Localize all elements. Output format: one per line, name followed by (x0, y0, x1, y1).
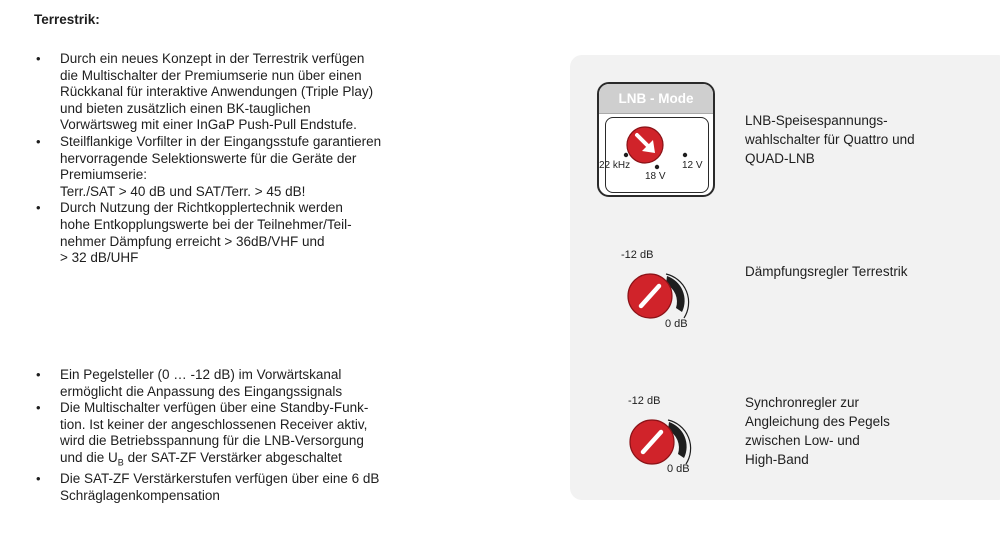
knob1-max-label: 0 dB (665, 318, 688, 330)
list-item: • Durch ein neues Konzept in der Terrestrik verfügen die Multischalter der Premiumserie nun über einen Rückkanal für interaktive Anwendungen (Triple Play) und bieten zusätzlich einen BK-tauglichen Vorwärtsweg mit einer InGaP Push-Pull Endstufe. (34, 51, 504, 134)
lnb-label-12v: 12 V (682, 160, 703, 171)
list-item: • Ein Pegelsteller (0 … -12 dB) im Vorwärtskanal ermöglicht die Anpassung des Eingangssignals (34, 367, 504, 400)
lnb-mode-title: LNB - Mode (599, 84, 713, 114)
knob2-description: Synchronregler zur Angleichung des Pegels zwischen Low- und High-Band (745, 395, 890, 467)
feature-list-1 (34, 51, 504, 267)
knob2-max-label: 0 dB (667, 463, 690, 475)
knob1-description: Dämpfungsregler Terrestrik (745, 264, 908, 279)
knob2-min-label: -12 dB (628, 395, 661, 407)
list-item: • Durch Nutzung der Richtkopplertechnik werden hohe Entkopplungswerte bei der Teilnehmer/Teil- nehmer Dämpfung erreicht > 36dB/VHF und > 32 dB/UHF (34, 200, 504, 266)
list-item: • Steilflankige Vorfilter in der Eingangsstufe garantieren hervorragende Selektionswerte für die Geräte der Premiumserie: Terr./SAT > 40 dB und SAT/Terr. > 45 dB! (34, 134, 504, 200)
list-item: • Die SAT-ZF Verstärkerstufen verfügen über eine 6 dB Schräglagenkompensation (34, 471, 504, 504)
lnb-description: LNB-Speisespannungs- wahlschalter für Quattro und QUAD-LNB (745, 113, 915, 166)
knob1-min-label: -12 dB (621, 249, 654, 261)
section-heading: Terrestrik: (34, 12, 100, 27)
list-item: • Die Multischalter verfügen über eine Standby-Funk- tion. Ist keiner der angeschlossenen Receiver aktiv, wird die Betriebsspannung für die LNB-Versorgung und die $U_B$ der SAT-ZF Verstärker abgeschaltet (34, 400, 504, 471)
feature-list-2 (34, 367, 504, 504)
lnb-label-22khz: 22 kHz (599, 160, 631, 171)
lnb-label-18v: 18 V (645, 171, 666, 182)
